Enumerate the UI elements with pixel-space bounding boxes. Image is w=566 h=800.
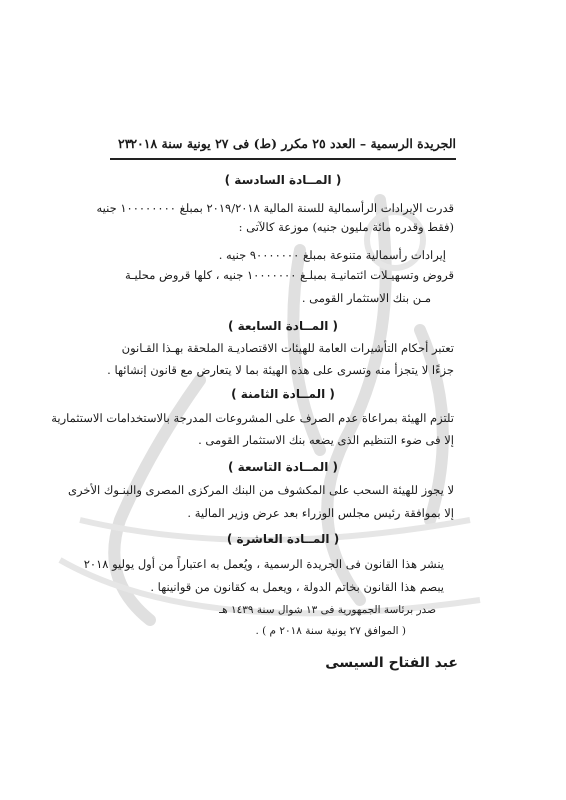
text-line: (فقط وقدره مائة مليون جنيه) موزعة كالآتى : xyxy=(238,220,454,234)
page-number: ٢٣ xyxy=(118,136,132,151)
text-line: إلا فى ضوء التنظيم الذى يضعه بنك الاستثمار القومى . xyxy=(198,433,454,447)
header-rule xyxy=(110,158,456,160)
article-heading: ( المــادة الثامنة ) xyxy=(231,387,335,401)
article-heading: ( المــادة العاشرة ) xyxy=(226,532,340,546)
text-line: تعتبر أحكام التأشيرات العامة للهيئات الاقتصاديـة الملحقة بهـذا القـانون xyxy=(121,341,454,355)
gazette-title: الجريدة الرسمية – العدد ٢٥ مكرر (ط) فى ٢٧ يونية سنة ٢٠١٨ xyxy=(130,136,456,151)
text-line: يبصم هذا القانون بخاتم الدولة ، ويعمل به كقانون من قوانينها . xyxy=(150,580,444,594)
text-line: إيرادات رأسمالية متنوعة بمبلغ ٩٠٠٠٠٠٠٠ جنيه . xyxy=(218,248,446,262)
text-line: إلا بموافقة رئيس مجلس الوزراء بعد عرض وزير المالية . xyxy=(187,506,454,520)
article-heading: ( المــادة السادسة ) xyxy=(224,173,342,187)
text-line: ينشر هذا القانون فى الجريدة الرسمية ، ويُعمل به اعتباراً من أول يوليو ٢٠١٨ xyxy=(83,557,444,571)
page-header xyxy=(118,136,456,154)
text-line: مـن بنك الاستثمار القومى . xyxy=(301,291,431,305)
article-heading: ( المــادة السابعة ) xyxy=(227,319,338,333)
text-line: جزءًا لا يتجزأ منه وتسرى على هذه الهيئة بما لا يتعارض مع قانون إنشائها . xyxy=(107,363,454,377)
issued-line: صدر برئاسة الجمهورية فى ١٣ شوال سنة ١٤٣٩ هـ xyxy=(219,604,436,616)
corresponding-date: ( الموافق ٢٧ يونية سنة ٢٠١٨ م ) . xyxy=(255,625,406,637)
article-heading: ( المــادة التاسعة ) xyxy=(228,460,338,474)
text-line: قدرت الإيرادات الرأسمالية للسنة المالية ٢٠١٩/٢٠١٨ بمبلغ ١٠٠٠٠٠٠٠٠ جنيه xyxy=(96,201,454,215)
text-line: تلتزم الهيئة بمراعاة عدم الصرف على المشروعات المدرجة بالاستخدامات الاستثمارية xyxy=(51,411,454,425)
text-line: قروض وتسهيـلات ائتمانيـة بمبلـغ ١٠٠٠٠٠٠٠ جنيه ، كلها قروض محليـة xyxy=(124,268,454,282)
text-line: لا يجوز للهيئة السحب على المكشوف من البنك المركزى المصرى والبنـوك الأخرى xyxy=(68,483,454,497)
signature: عبد الفتاح السيسى xyxy=(325,655,458,671)
